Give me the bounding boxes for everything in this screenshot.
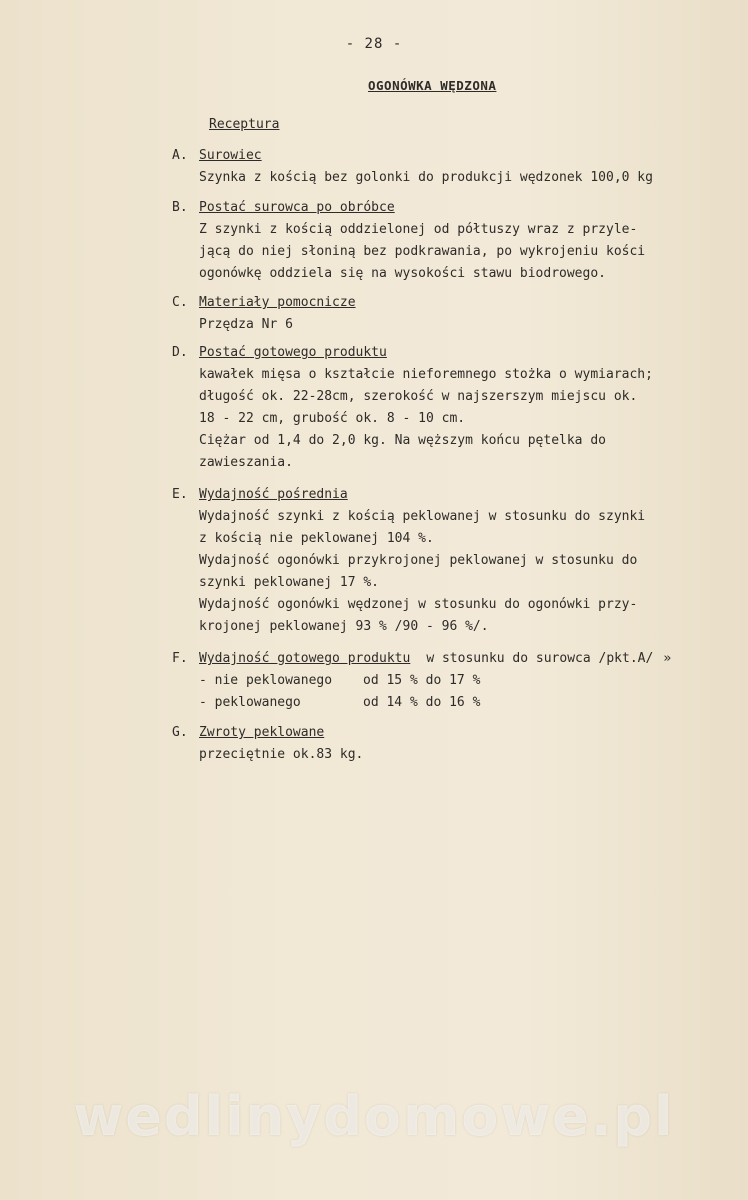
section-a	[172, 145, 742, 189]
section-line: długość ok. 22-28cm, szerokość w najszerszym miejscu ok.	[199, 389, 638, 404]
section-line: Szynka z kością bez golonki do produkcji wędzonek 100,0 kg	[199, 170, 653, 185]
yield-row	[199, 670, 742, 692]
section-title: Wydajność pośrednia	[199, 487, 348, 502]
section-line: 18 - 22 cm, grubość ok. 8 - 10 cm.	[199, 411, 466, 426]
section-line: zawieszania.	[199, 455, 293, 470]
section-d	[172, 342, 742, 474]
section-f	[172, 648, 742, 714]
section-title-suffix: w stosunku do surowca /pkt.A/	[426, 651, 654, 666]
section-line: krojonej peklowanej 93 % /90 - 96 %/.	[199, 619, 489, 634]
section-line: przeciętnie ok.83 kg.	[199, 747, 364, 762]
section-letter: E.	[172, 487, 188, 502]
yield-label: - nie peklowanego	[199, 673, 333, 688]
yield-row	[199, 692, 742, 714]
section-line: z kością nie peklowanej 104 %.	[199, 531, 434, 546]
watermark: wedlinydomowe.pl	[73, 1085, 675, 1148]
section-f-header	[199, 648, 742, 670]
section-heading: Receptura	[209, 117, 280, 132]
section-title: Postać gotowego produktu	[199, 345, 387, 360]
section-line: jącą do niej słoniną bez podkrawania, po wykrojeniu kości	[199, 244, 646, 259]
section-letter: G.	[172, 725, 188, 740]
yield-value: od 15 % do 17 %	[363, 673, 481, 688]
continuation-mark: »	[663, 651, 672, 666]
section-letter: A.	[172, 148, 188, 163]
section-letter: D.	[172, 345, 188, 360]
section-line: Wydajność ogonówki wędzonej w stosunku do ogonówki przy-	[199, 597, 638, 612]
section-title: Wydajność gotowego produktu	[199, 651, 411, 666]
section-line: Wydajność ogonówki przykrojonej peklowanej w stosunku do	[199, 553, 638, 568]
section-title: Zwroty peklowane	[199, 725, 325, 740]
section-g	[172, 722, 742, 766]
section-c	[172, 292, 742, 336]
section-letter: B.	[172, 200, 188, 215]
section-title: Materiały pomocnicze	[199, 295, 356, 310]
section-title: Postać surowca po obróbce	[199, 200, 395, 215]
section-line: szynki peklowanej 17 %.	[199, 575, 380, 590]
section-line: kawałek mięsa o kształcie nieforemnego stożka o wymiarach;	[199, 367, 653, 382]
section-b	[172, 197, 742, 285]
section-letter: C.	[172, 295, 188, 310]
section-line: Przędza Nr 6	[199, 317, 293, 332]
section-line: Z szynki z kością oddzielonej od półtuszy wraz z przyle-	[199, 222, 638, 237]
section-e	[172, 484, 742, 638]
section-title: Surowiec	[199, 148, 262, 163]
section-line: Wydajność szynki z kością peklowanej w stosunku do szynki	[199, 509, 646, 524]
yield-value: od 14 % do 16 %	[363, 695, 481, 710]
page-number: - 28 -	[345, 36, 403, 52]
section-line: Ciężar od 1,4 do 2,0 kg. Na węższym końcu pętelka do	[199, 433, 606, 448]
document-title: OGONÓWKA WĘDZONA	[368, 78, 497, 93]
section-letter: F.	[172, 651, 188, 666]
yield-label: - peklowanego	[199, 695, 301, 710]
section-line: ogonówkę oddziela się na wysokości stawu biodrowego.	[199, 266, 606, 281]
